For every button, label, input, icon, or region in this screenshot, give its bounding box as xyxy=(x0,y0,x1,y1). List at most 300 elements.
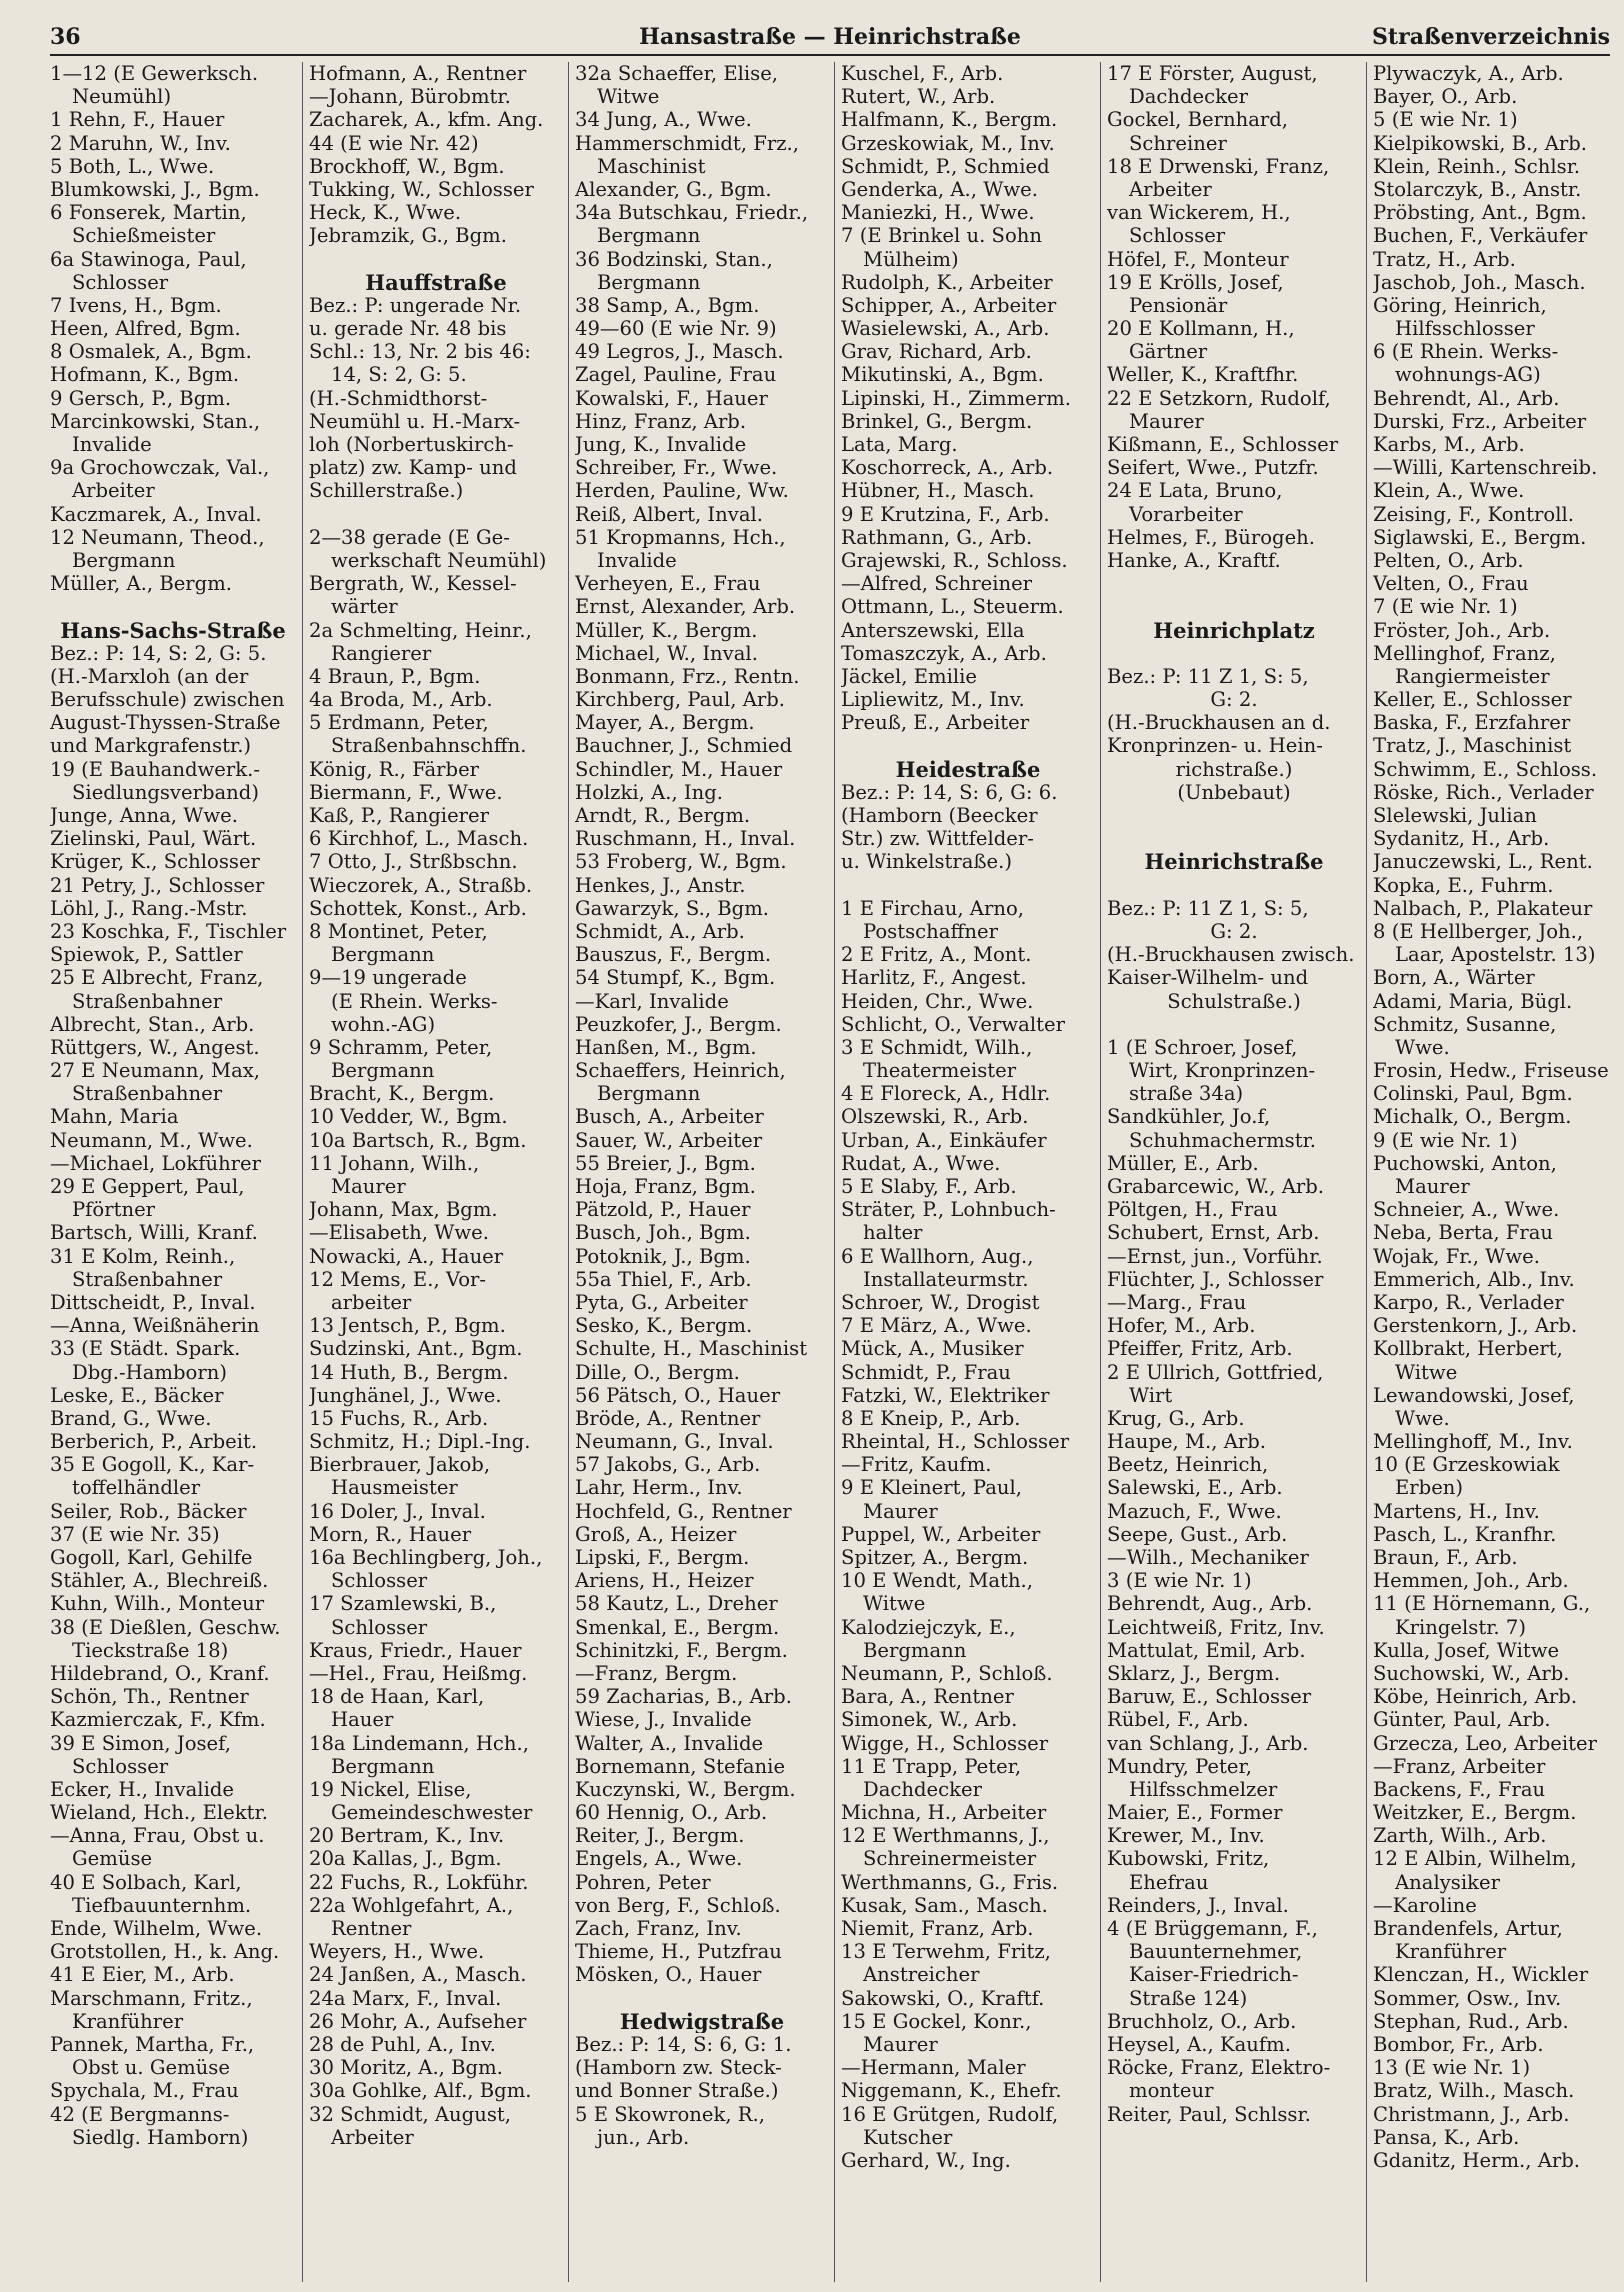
directory-entry: Weller, K., Kraftfhr. xyxy=(1107,363,1299,387)
directory-entry: Schindler, M., Hauer xyxy=(575,757,783,781)
directory-entry: 7 Otto, J., Strßbschn. xyxy=(309,850,518,874)
directory-entry: Jaschob, Joh., Masch. xyxy=(1373,270,1586,294)
directory-entry: Smenkal, E., Bergm. xyxy=(575,1615,780,1639)
directory-entry: 20a Kallas, J., Bgm. xyxy=(309,1847,502,1871)
directory-entry: Zeising, F., Kontroll. xyxy=(1373,502,1574,526)
directory-entry: Mahn, Maria xyxy=(50,1105,179,1129)
directory-entry: 51 Kropmanns, Hch., xyxy=(575,525,786,549)
directory-entry: Schulte, H., Maschinist xyxy=(575,1337,808,1361)
directory-entry: Januczewski, L., Rent. xyxy=(1373,850,1593,874)
directory-entry: 5 E Slaby, F., Arb. xyxy=(841,1175,1017,1198)
directory-entry: Harlitz, F., Angest. xyxy=(841,966,1027,990)
directory-entry: Zarth, Wilh., Arb. xyxy=(1373,1824,1547,1848)
entry-continuation: Schlosser xyxy=(331,1615,428,1639)
spacer xyxy=(50,595,296,618)
directory-entry: 11 E Trapp, Peter, xyxy=(841,1754,1022,1778)
directory-entry: Bierbrauer, Jakob, xyxy=(309,1453,491,1477)
directory-entry: —Willi, Kartenschreib. xyxy=(1373,456,1598,480)
directory-entry: 5 Erdmann, Peter, xyxy=(309,711,489,735)
directory-entry: Wasielewski, A., Arb. xyxy=(841,317,1050,341)
directory-entry: Backens, F., Frau xyxy=(1373,1777,1546,1801)
entry-continuation: Straßenbahnschffn. xyxy=(331,734,527,758)
directory-entry: loh (Norbertuskirch- xyxy=(309,433,514,456)
entry-continuation: Kranführer xyxy=(1395,1940,1507,1964)
directory-entry: 4 E Floreck, A., Hdlr. xyxy=(841,1082,1051,1106)
directory-entry: Gdanitz, Herm., Arb. xyxy=(1373,2148,1581,2172)
entry-continuation: (E Rhein. Werks- xyxy=(331,989,498,1013)
directory-entry: 6a Stawinoga, Paul, xyxy=(50,247,247,271)
directory-entry: 32a Schaeffer, Elise, xyxy=(575,62,779,85)
directory-entry: 55 Breier, J., Bgm. xyxy=(575,1151,756,1175)
directory-entry: Sandkühler, Jo.f, xyxy=(1107,1105,1271,1129)
directory-entry: Brockhoff, W., Bgm. xyxy=(309,154,505,178)
entry-continuation: Rangierer xyxy=(331,641,432,665)
entry-continuation: Dachdecker xyxy=(863,1777,982,1801)
directory-entry: König, R., Färber xyxy=(309,757,480,781)
directory-entry: Braun, F., Arb. xyxy=(1373,1546,1518,1569)
spacer xyxy=(841,874,1095,897)
directory-entry: 13 E Terwehm, Fritz, xyxy=(841,1940,1051,1964)
entry-continuation: Pförtner xyxy=(72,1198,156,1222)
directory-entry: Helmes, F., Bürogeh. xyxy=(1107,525,1316,549)
directory-entry: Pohren, Peter xyxy=(575,1870,711,1894)
street-heading: Hauffstraße xyxy=(365,270,507,294)
entry-continuation: Bergmann xyxy=(597,224,701,248)
directory-entry: Pelten, O., Arb. xyxy=(1373,548,1524,572)
entry-continuation: Witwe xyxy=(863,1592,926,1616)
entry-continuation: Schlosser xyxy=(72,270,169,294)
directory-entry: 3 (E wie Nr. 1) xyxy=(1107,1569,1252,1593)
entry-continuation: Maurer xyxy=(1395,1175,1470,1198)
entry-continuation: Wwe. xyxy=(1395,1035,1450,1059)
directory-entry: 49—60 (E wie Nr. 9) xyxy=(575,317,777,341)
entry-continuation: Bergmann xyxy=(597,1082,701,1106)
directory-entry: 25 E Albrecht, Franz, xyxy=(50,966,264,990)
directory-entry: 2 Maruhn, W., Inv. xyxy=(50,131,231,155)
directory-entry: Stephan, Rud., Arb. xyxy=(1373,2009,1569,2033)
directory-entry: 4 (E Brüggemann, F., xyxy=(1107,1917,1318,1940)
directory-entry: Grabarcewic, W., Arb. xyxy=(1107,1175,1325,1198)
directory-entry: 9a Grochowczak, Val., xyxy=(50,456,270,480)
directory-entry: 44 (E wie Nr. 42) xyxy=(309,131,479,155)
directory-entry: Karpo, R., Verlader xyxy=(1373,1290,1564,1314)
directory-entry: Krewer, M., Inv. xyxy=(1107,1824,1265,1848)
directory-entry: Dille, O., Bergm. xyxy=(575,1360,740,1384)
directory-entry: 12 E Albin, Wilhelm, xyxy=(1373,1847,1577,1871)
directory-entry: —Anna, Weißnäherin xyxy=(50,1314,260,1338)
directory-entry: 9 (E wie Nr. 1) xyxy=(1373,1128,1518,1152)
entry-continuation: Straße 124) xyxy=(1129,1986,1248,2010)
directory-entry: Sauer, W., Arbeiter xyxy=(575,1128,763,1152)
street-heading: Heinrichstraße xyxy=(1144,850,1324,874)
directory-entry: Kaiser-Wilhelm- und xyxy=(1107,966,1309,990)
directory-entry: —Hel., Frau, Heißmg. xyxy=(309,1661,528,1685)
directory-entry: Karbs, M., Arb. xyxy=(1373,433,1525,456)
directory-entry: 10a Bartsch, R., Bgm. xyxy=(309,1128,527,1152)
directory-entry: Bez.: P: 14, S: 2, G: 5. xyxy=(50,641,267,665)
directory-entry: Neumann, M., Wwe. xyxy=(50,1128,253,1152)
directory-entry: Str.) zw. Wittfelder- xyxy=(841,827,1034,851)
entry-continuation: Maurer xyxy=(863,2032,938,2056)
directory-entry: 37 (E wie Nr. 35) xyxy=(50,1522,220,1546)
directory-entry: 38 Samp, A., Bgm. xyxy=(575,293,760,317)
directory-entry: Krüger, K., Schlosser xyxy=(50,850,260,874)
directory-entry: Hofmann, K., Bgm. xyxy=(50,363,240,387)
directory-entry: Hofmann, A., Rentner xyxy=(309,62,527,85)
directory-entry: 6 Fonserek, Martin, xyxy=(50,201,247,225)
spacer xyxy=(1107,642,1361,665)
entry-continuation: Straßenbahner xyxy=(72,989,223,1013)
directory-entry: Höfel, F., Monteur xyxy=(1107,247,1289,271)
entry-continuation: Laar, Apostelstr. 13) xyxy=(1395,943,1596,967)
directory-entry: Behrendt, Al., Arb. xyxy=(1373,386,1560,410)
directory-entry: Rudat, A., Wwe. xyxy=(841,1151,1001,1175)
directory-entry: Lahr, Herm., Inv. xyxy=(575,1476,743,1500)
directory-entry: Kopka, E., Fuhrm. xyxy=(1373,873,1554,897)
spacer xyxy=(309,248,563,271)
directory-entry: Stähler, A., Blechreiß. xyxy=(50,1569,269,1593)
spacer xyxy=(1107,804,1361,827)
directory-entry: 19 Nickel, Elise, xyxy=(309,1777,472,1801)
entry-continuation: Straßenbahner xyxy=(72,1267,223,1291)
entry-continuation: Witwe xyxy=(597,85,660,109)
directory-entry: 5 Both, L., Wwe. xyxy=(50,154,215,178)
entry-continuation: Tiefbauunternhm. xyxy=(72,1893,252,1917)
directory-entry: Schl.: 13, Nr. 2 bis 46: xyxy=(309,340,531,364)
directory-entry: 12 Mems, E., Vor- xyxy=(309,1267,487,1291)
directory-entry: 4a Broda, M., Arb. xyxy=(309,688,493,712)
directory-entry: Frosin, Hedw., Friseuse xyxy=(1373,1059,1609,1083)
entry-continuation: Neumühl) xyxy=(72,85,172,109)
entry-continuation: 14, S: 2, G: 5. xyxy=(331,363,467,387)
directory-entry: Heen, Alfred, Bgm. xyxy=(50,317,241,341)
directory-entry: Hildebrand, O., Kranf. xyxy=(50,1661,270,1685)
directory-entry: Ruschmann, H., Inval. xyxy=(575,827,796,851)
directory-entry: Rathmann, G., Arb. xyxy=(841,525,1033,549)
spacer xyxy=(575,1987,829,2010)
directory-entry: Spiewok, P., Sattler xyxy=(50,943,243,967)
directory-entry: 1 (E Schroer, Josef, xyxy=(1107,1035,1298,1059)
street-heading: Heidestraße xyxy=(895,757,1041,781)
directory-entry: Schubert, Ernst, Arb. xyxy=(1107,1221,1320,1245)
directory-entry: Schmidt, P., Frau xyxy=(841,1360,1011,1384)
directory-entry: 9—19 ungerade xyxy=(309,966,467,990)
directory-entry: 9 Gersch, P., Bgm. xyxy=(50,386,232,410)
entry-continuation: Kaiser-Friedrich- xyxy=(1129,1963,1299,1987)
directory-entry: (H.-Bruckhausen an d. xyxy=(1107,711,1331,735)
directory-entry: Niemit, Franz, Arb. xyxy=(841,1917,1034,1940)
directory-entry: Grzeskowiak, M., Inv. xyxy=(841,131,1055,155)
entry-continuation: Maurer xyxy=(1129,409,1204,433)
entry-continuation: Obst u. Gemüse xyxy=(72,2056,230,2080)
directory-entry: Henkes, J., Anstr. xyxy=(575,873,746,897)
directory-entry: und Bonner Straße.) xyxy=(575,2079,779,2103)
directory-entry: Heiden, Chr., Wwe. xyxy=(841,989,1034,1013)
entry-continuation: Ehefrau xyxy=(1129,1870,1209,1894)
directory-entry: Mück, A., Musiker xyxy=(841,1337,1024,1361)
directory-entry: Reinders, J., Inval. xyxy=(1107,1893,1289,1917)
directory-entry: Kulla, Josef, Witwe xyxy=(1373,1638,1560,1662)
directory-entry: Reiß, Albert, Inval. xyxy=(575,502,764,526)
directory-entry: Velten, O., Frau xyxy=(1373,572,1529,596)
directory-entry: 18a Lindemann, Hch., xyxy=(309,1731,529,1755)
directory-entry: Kielpikowski, B., Arb. xyxy=(1373,131,1588,155)
directory-entry: 1 E Firchau, Arno, xyxy=(841,896,1024,920)
entry-continuation: Bergmann xyxy=(597,270,701,294)
directory-entry: Johann, Max, Bgm. xyxy=(309,1198,498,1222)
directory-entry: 57 Jakobs, G., Arb. xyxy=(575,1453,761,1477)
entry-continuation: Invalide xyxy=(597,548,677,572)
entry-continuation: Kutscher xyxy=(863,2125,953,2149)
directory-entry: 18 de Haan, Karl, xyxy=(309,1685,485,1709)
directory-entry: Reiter, Paul, Schlssr. xyxy=(1107,2102,1311,2126)
directory-entry: Jung, K., Invalide xyxy=(575,433,747,456)
directory-entry: Tukking, W., Schlosser xyxy=(309,177,534,201)
directory-entry: Grzecza, Leo, Arbeiter xyxy=(1373,1731,1597,1755)
directory-entry: 3 E Schmidt, Wilh., xyxy=(841,1035,1033,1059)
directory-entry: Christmann, J., Arb. xyxy=(1373,2102,1570,2126)
directory-entry: —Wilh., Mechaniker xyxy=(1107,1546,1309,1569)
directory-entry: Günter, Paul, Arb. xyxy=(1373,1708,1551,1732)
entry-continuation: Rentner xyxy=(331,1917,412,1940)
entry-continuation: Bergmann xyxy=(863,1638,967,1662)
directory-entry: 28 de Puhl, A., Inv. xyxy=(309,2032,496,2056)
directory-entry: 27 E Neumann, Max, xyxy=(50,1059,261,1083)
directory-entry: Zagel, Pauline, Frau xyxy=(575,363,777,387)
directory-entry: 1 Rehn, F., Hauer xyxy=(50,108,225,132)
directory-entry: 8 Montinet, Peter, xyxy=(309,919,488,943)
entry-continuation: Dbg.-Hamborn) xyxy=(72,1360,227,1384)
directory-entry: 30 Moritz, A., Bgm. xyxy=(309,2056,503,2080)
directory-entry: Hofer, M., Arb. xyxy=(1107,1314,1256,1338)
directory-entry: Sudzinski, Ant., Bgm. xyxy=(309,1337,523,1361)
directory-entry: Gawarzyk, S., Bgm. xyxy=(575,896,770,920)
directory-entry: Junge, Anna, Wwe. xyxy=(50,804,238,827)
directory-entry: Kazmierczak, F., Kfm. xyxy=(50,1708,266,1732)
directory-entry: Halfmann, K., Bergm. xyxy=(841,108,1058,132)
directory-entry: Kusak, Sam., Masch. xyxy=(841,1893,1048,1917)
directory-entry: Schmitz, H.; Dipl.-Ing. xyxy=(309,1430,531,1454)
entry-continuation: Mülheim) xyxy=(863,247,959,271)
directory-entry: Stolarczyk, B., Anstr. xyxy=(1373,177,1582,201)
entry-continuation: Analysiker xyxy=(1395,1870,1500,1894)
directory-entry: Kuschel, F., Arb. xyxy=(841,62,1004,85)
directory-entry: Koschorreck, A., Arb. xyxy=(841,456,1054,480)
directory-entry: Junghänel, J., Wwe. xyxy=(309,1383,502,1407)
directory-entry: 10 Vedder, W., Bgm. xyxy=(309,1105,508,1129)
entry-continuation: Wirt, Kronprinzen- xyxy=(1129,1059,1316,1083)
directory-entry: 9 E Kleinert, Paul, xyxy=(841,1476,1023,1500)
directory-entry: Kronprinzen- u. Hein- xyxy=(1107,734,1323,758)
directory-entry: 6 Kirchhof, L., Masch. xyxy=(309,827,529,851)
directory-entry: Müller, K., Bergm. xyxy=(575,618,758,642)
directory-entry: 31 E Kolm, Reinh., xyxy=(50,1244,236,1268)
directory-entry: Beetz, Heinrich, xyxy=(1107,1453,1269,1477)
directory-entry: Mellinghof, Franz, xyxy=(1373,641,1556,665)
directory-entry: Dittscheidt, P., Inval. xyxy=(50,1290,256,1314)
directory-entry: Brand, G., Wwe. xyxy=(50,1406,212,1430)
directory-entry: Pyta, G., Arbeiter xyxy=(575,1290,748,1314)
directory-entry: Grotstollen, H., k. Ang. xyxy=(50,1940,280,1964)
directory-entry: 15 E Gockel, Konr., xyxy=(841,2009,1032,2033)
directory-entry: Ernst, Alexander, Arb. xyxy=(575,595,796,619)
directory-entry: 53 Froberg, W., Bgm. xyxy=(575,850,787,874)
entry-continuation: Schuhmachermstr. xyxy=(1129,1128,1317,1152)
directory-entry: Sakowski, O., Kraftf. xyxy=(841,1986,1045,2010)
directory-entry: 29 E Geppert, Paul, xyxy=(50,1175,245,1198)
directory-entry: Schipper, A., Arbeiter xyxy=(841,293,1057,317)
directory-entry: Schillerstraße.) xyxy=(309,479,464,503)
directory-entry: Zielinski, Paul, Wärt. xyxy=(50,827,257,851)
directory-entry: 8 (E Hellberger, Joh., xyxy=(1373,919,1584,943)
directory-entry: Engels, A., Wwe. xyxy=(575,1847,743,1871)
directory-entry: Bez.: P: 11 Z 1, S: 5, xyxy=(1107,896,1309,920)
directory-entry: Arndt, R., Bergm. xyxy=(575,804,751,827)
directory-entry: 7 E März, A., Wwe. xyxy=(841,1314,1032,1338)
directory-entry: 9 E Krutzina, F., Arb. xyxy=(841,502,1050,526)
directory-entry: 24 Janßen, A., Masch. xyxy=(309,1963,527,1987)
directory-entry: Niggemann, K., Ehefr. xyxy=(841,2079,1062,2103)
directory-entry: Pfeiffer, Fritz, Arb. xyxy=(1107,1337,1293,1361)
entry-continuation: werkschaft Neumühl) xyxy=(331,548,547,572)
entry-continuation: Schreinermeister xyxy=(863,1847,1037,1871)
entry-continuation: Invalide xyxy=(72,433,152,456)
directory-entry: Kalodziejczyk, E., xyxy=(841,1615,1016,1639)
directory-entry: Bombor, Fr., Arb. xyxy=(1373,2032,1544,2056)
directory-entry: Wigge, H., Schlosser xyxy=(841,1731,1049,1755)
directory-entry: Kollbrakt, Herbert, xyxy=(1373,1337,1563,1361)
directory-entry: 59 Zacharias, B., Arb. xyxy=(575,1685,792,1709)
directory-entry: 8 E Kneip, P., Arb. xyxy=(841,1406,1021,1430)
spacer xyxy=(1107,874,1361,897)
entry-continuation: Wirt xyxy=(1129,1383,1173,1407)
directory-entry: Mazuch, F., Wwe. xyxy=(1107,1499,1282,1523)
directory-entry: Löhl, J., Rang.-Mstr. xyxy=(50,896,248,920)
directory-entry: —Hermann, Maler xyxy=(841,2056,1026,2080)
directory-entry: Maier, E., Former xyxy=(1107,1801,1283,1825)
directory-entry: Neumühl u. H.-Marx- xyxy=(309,409,521,433)
directory-column-6 xyxy=(1366,62,1621,2282)
entry-continuation: jun., Arb. xyxy=(597,2125,690,2149)
directory-entry: 5 (E wie Nr. 1) xyxy=(1373,108,1518,132)
directory-entry: Groß, A., Heizer xyxy=(575,1522,737,1546)
entry-continuation: Bergmann xyxy=(331,1754,435,1778)
directory-entry: Berufsschule) zwischen xyxy=(50,688,285,712)
entry-continuation: Hilfsschlosser xyxy=(1395,317,1535,341)
directory-entry: Bracht, K., Bergm. xyxy=(309,1082,495,1106)
directory-entry: Wiese, J., Invalide xyxy=(575,1708,752,1732)
directory-entry: 10 E Wendt, Math., xyxy=(841,1569,1034,1593)
directory-entry: Rudolph, K., Arbeiter xyxy=(841,270,1053,294)
directory-entry: van Schlang, J., Arb. xyxy=(1107,1731,1309,1755)
directory-entry: Röcke, Franz, Elektro- xyxy=(1107,2056,1331,2080)
entry-continuation: wohnungs-AG) xyxy=(1395,363,1541,387)
entry-continuation: wärter xyxy=(331,595,398,619)
directory-entry: —Marg., Frau xyxy=(1107,1290,1247,1314)
directory-entry: Göring, Heinrich, xyxy=(1373,293,1547,317)
entry-continuation: Tieckstraße 18) xyxy=(72,1638,229,1662)
directory-entry: Kaczmarek, A., Inval. xyxy=(50,502,262,526)
directory-entry: Hammerschmidt, Frz., xyxy=(575,131,799,155)
directory-entry: Busch, Joh., Bgm. xyxy=(575,1221,751,1245)
directory-entry: Sklarz, J., Bergm. xyxy=(1107,1661,1281,1685)
directory-entry: Hanßen, M., Bgm. xyxy=(575,1035,757,1059)
directory-entry: 2 E Ullrich, Gottfried, xyxy=(1107,1360,1324,1384)
directory-entry: Schwimm, E., Schloss. xyxy=(1373,757,1598,781)
directory-entry: Gogoll, Karl, Gehilfe xyxy=(50,1546,253,1569)
directory-entry: Potoknik, J., Bgm. xyxy=(575,1244,751,1268)
directory-entry: Verheyen, E., Frau xyxy=(575,572,761,596)
directory-entry: Behrendt, Aug., Arb. xyxy=(1107,1592,1313,1616)
directory-entry: Müller, A., Bergm. xyxy=(50,572,233,596)
directory-entry: (H.-Schmidthorst- xyxy=(309,386,488,410)
directory-entry: Ecker, H., Invalide xyxy=(50,1777,234,1801)
directory-entry: Bez.: P: 14, S: 6, G: 6. xyxy=(841,780,1058,804)
entry-continuation: Dachdecker xyxy=(1129,85,1248,109)
directory-entry: Spitzer, A., Bergm. xyxy=(841,1546,1029,1569)
directory-entry: (H.-Bruckhausen zwisch. xyxy=(1107,943,1355,967)
directory-entry: Schinitzki, F., Bergm. xyxy=(575,1638,788,1662)
directory-entry: Salewski, E., Arb. xyxy=(1107,1476,1283,1500)
directory-entry: Haupe, M., Arb. xyxy=(1107,1430,1267,1454)
directory-entry: Heysel, A., Kaufm. xyxy=(1107,2032,1291,2056)
directory-entry: Seepe, Gust., Arb. xyxy=(1107,1522,1288,1546)
directory-entry: u. gerade Nr. 48 bis xyxy=(309,317,507,341)
directory-entry: Schmidt, A., Arb. xyxy=(575,919,745,943)
directory-entry: 11 (E Hörnemann, G., xyxy=(1373,1592,1591,1616)
directory-entry: 35 E Gogoll, K., Kar- xyxy=(50,1453,255,1477)
spacer xyxy=(1107,595,1361,618)
directory-entry: 22a Wohlgefahrt, A., xyxy=(309,1893,514,1917)
entry-continuation: Arbeiter xyxy=(1129,177,1212,201)
directory-entry: Bröde, A., Rentner xyxy=(575,1406,761,1430)
directory-entry: Nalbach, P., Plakateur xyxy=(1373,896,1593,920)
directory-entry: Sträter, P., Lohnbuch- xyxy=(841,1198,1056,1222)
directory-entry: Holzki, A., Ing. xyxy=(575,780,724,804)
directory-entry: Mattulat, Emil, Arb. xyxy=(1107,1638,1306,1662)
directory-entry: Schneier, A., Wwe. xyxy=(1373,1198,1560,1222)
directory-entry: (Hamborn (Beecker xyxy=(841,804,1038,827)
entry-continuation: Arbeiter xyxy=(331,2125,414,2149)
entry-continuation: Siedlg. Hamborn) xyxy=(72,2125,249,2149)
entry-continuation: Bauunternehmer, xyxy=(1129,1940,1303,1964)
directory-entry: 24a Marx, F., Inval. xyxy=(309,1986,502,2010)
directory-entry: Neumann, P., Schloß. xyxy=(841,1661,1053,1685)
directory-entry: Kißmann, E., Schlosser xyxy=(1107,433,1339,456)
directory-entry: Mellinghoff, M., Inv. xyxy=(1373,1430,1573,1454)
directory-entry: Maniezki, H., Wwe. xyxy=(841,201,1035,225)
directory-entry: Berberich, P., Arbeit. xyxy=(50,1430,258,1454)
directory-entry: 2 E Fritz, A., Mont. xyxy=(841,943,1032,967)
directory-entry: Schreiber, Fr., Wwe. xyxy=(575,456,778,480)
directory-entry: Preuß, E., Arbeiter xyxy=(841,711,1030,735)
directory-entry: Brandenfels, Artur, xyxy=(1373,1917,1563,1940)
entry-continuation: (Unbebaut) xyxy=(1177,780,1291,804)
entry-continuation: Straßenbahner xyxy=(72,1082,223,1106)
directory-entry: 13 (E wie Nr. 1) xyxy=(1373,2056,1531,2080)
directory-entry: Kubowski, Fritz, xyxy=(1107,1847,1270,1871)
directory-entry: Sydanitz, H., Arb. xyxy=(1373,827,1550,851)
spacer xyxy=(1107,1013,1361,1036)
directory-entry: 6 (E Rhein. Werks- xyxy=(1373,340,1559,364)
directory-entry: Bergrath, W., Kessel- xyxy=(309,572,517,596)
directory-entry: Puchowski, Anton, xyxy=(1373,1151,1557,1175)
entry-continuation: Wwe. xyxy=(1395,1406,1450,1430)
directory-column-2 xyxy=(302,62,567,2282)
spacer xyxy=(1107,827,1361,850)
directory-entry: Klein, A., Wwe. xyxy=(1373,479,1525,503)
directory-entry: 33 (E Städt. Spark. xyxy=(50,1337,241,1361)
